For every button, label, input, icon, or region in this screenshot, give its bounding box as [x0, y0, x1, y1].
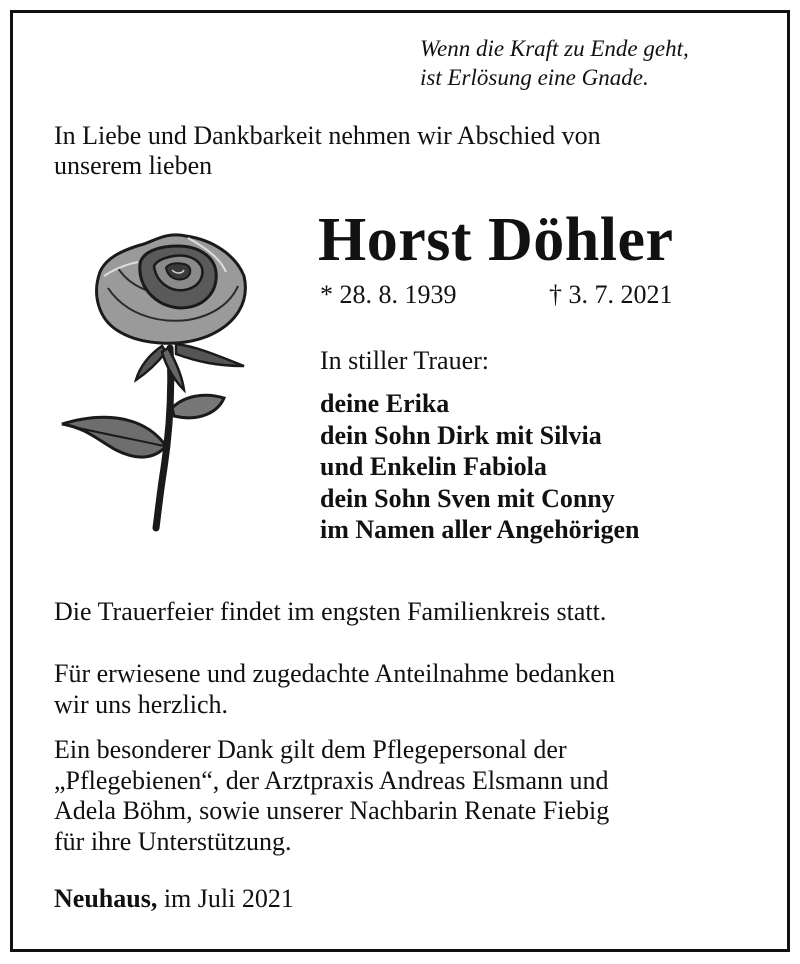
thanks-line-2: wir uns herzlich. [54, 689, 229, 719]
deceased-name: Horst Döhler [318, 206, 674, 274]
intro-line-1: In Liebe und Dankbarkeit nehmen wir Abschied von [54, 121, 601, 150]
mourning-label: In stiller Trauer: [320, 346, 489, 375]
special-thanks-line-4: für ihre Unterstützung. [54, 826, 292, 856]
motto-quote [420, 34, 760, 92]
special-thanks-line-3: Adela Böhm, sowie unserer Nachbarin Renate Fiebig [54, 796, 610, 825]
death-date: † 3. 7. 2021 [549, 280, 673, 309]
closing-place: Neuhaus, [54, 884, 158, 913]
life-dates [320, 280, 673, 310]
motto-line-1: Wenn die Kraft zu Ende geht, [420, 36, 689, 61]
special-thanks-note [54, 735, 754, 857]
rose-leaf-large [62, 417, 166, 457]
mourner-item: dein Sohn Dirk mit Silvia [320, 420, 602, 450]
rose-sepal-right [176, 344, 244, 366]
mourner-item: und Enkelin Fabiola [320, 452, 547, 481]
special-thanks-line-1: Ein besonderer Dank gilt dem Pflegepersonal der [54, 735, 567, 764]
intro-line-2: unserem lieben [54, 151, 213, 180]
mourner-item: deine Erika [320, 389, 450, 418]
funeral-note [54, 597, 754, 628]
rose-icon [58, 228, 258, 533]
motto-line-2: ist Erlösung eine Gnade. [420, 65, 649, 90]
mourner-item: im Namen aller Angehörigen [320, 515, 640, 544]
mourner-item: dein Sohn Sven mit Conny [320, 483, 615, 513]
birth-date: * 28. 8. 1939 [320, 280, 457, 309]
closing-line [54, 884, 294, 914]
thanks-note [54, 659, 754, 720]
funeral-line-1: Die Trauerfeier findet im engsten Familienkreis statt. [54, 597, 607, 626]
mourners-list [320, 388, 639, 546]
rose-leaf-small [172, 395, 224, 418]
special-thanks-line-2: „Pflegebienen“, der Arztpraxis Andreas Elsmann und [54, 765, 609, 795]
intro-text [54, 121, 754, 181]
closing-date: im Juli 2021 [157, 884, 294, 913]
thanks-line-1: Für erwiesene und zugedachte Anteilnahme bedanken [54, 659, 615, 688]
